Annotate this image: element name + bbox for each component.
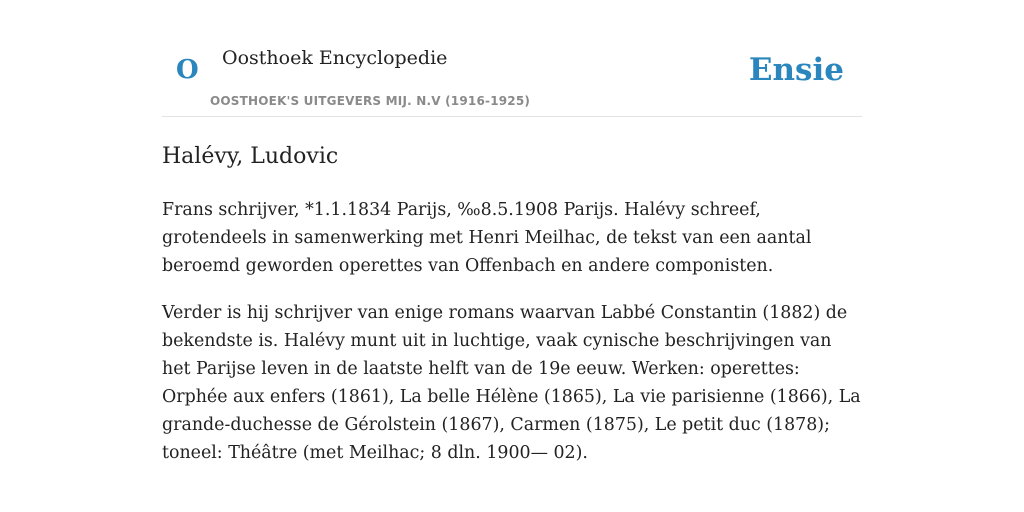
site-title-link[interactable]: Oosthoek Encyclopedie (222, 47, 448, 69)
article-paragraph: Frans schrijver, *1.1.1834 Parijs, ‰8.5.1908 Parijs. Halévy schreef, grotendeels in samenwerking met Henri Meilhac, de tekst van een aantal beroemd geworden operettes van Offenbach en andere componisten. (162, 200, 812, 276)
article-paragraph: Verder is hij schrijver van enige romans waarvan Labbé Constantin (1882) de bekendste is. Halévy munt uit in luchtige, vaak cynische beschrijvingen van het Parijse leven in de laatste helft van de 19e eeuw. Werken: operettes: Orphée aux enfers (1861), La belle Hélène (1865), La vie parisienne (1866), La grande-duchesse de Gérolstein (1867), Carmen (1875), Le petit duc (1878); toneel: Théâtre (met Meilhac; 8 dln. 1900— 02). (162, 303, 861, 463)
article-title: Halévy, Ludovic (162, 144, 339, 169)
ensie-logo-link[interactable]: Ensie (748, 52, 844, 88)
page (162, 0, 862, 467)
site-header (162, 0, 862, 117)
logo-mark[interactable]: O (176, 55, 199, 85)
article-body (162, 196, 862, 467)
site-subtitle: OOSTHOEK'S UITGEVERS MIJ. N.V (1916-1925) (210, 94, 531, 108)
